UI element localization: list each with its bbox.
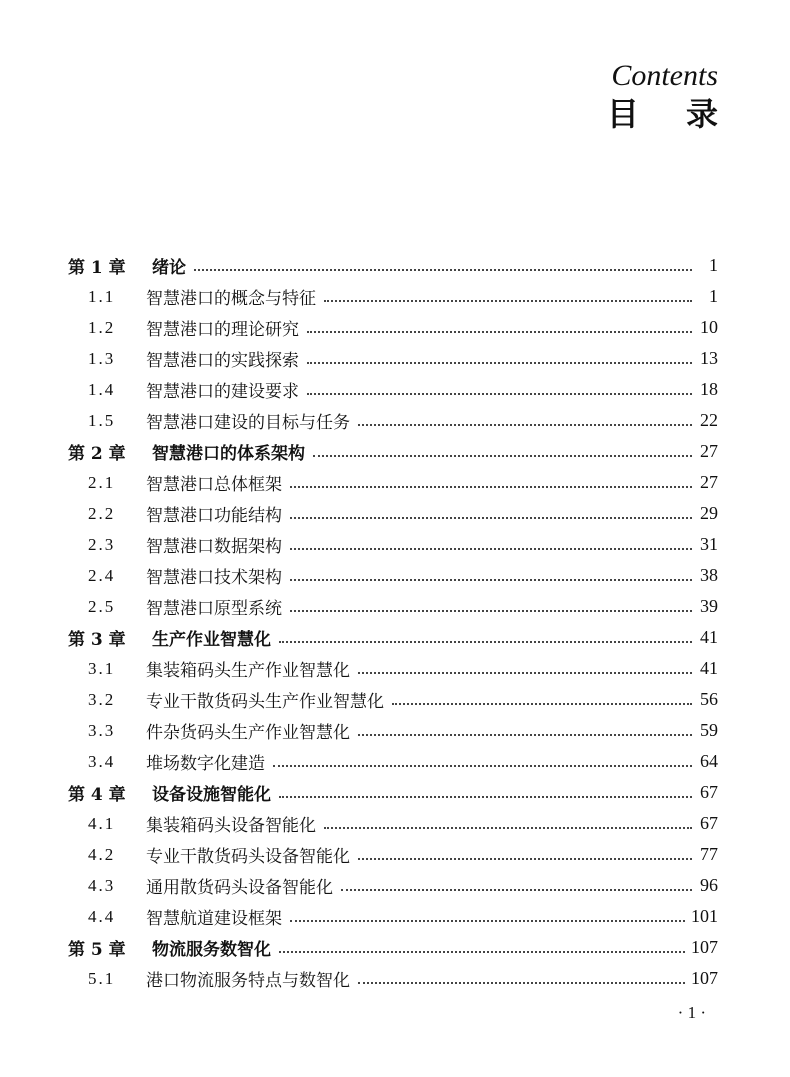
page-ref: 22 [700,410,718,430]
page-ref: 13 [700,348,718,368]
section-number: 4.4 [88,906,116,926]
page-ref: 67 [700,782,718,802]
page-ref: 39 [700,596,718,616]
section-number: 1.2 [88,317,116,337]
page-ref: 1 [709,255,718,275]
dot-leader [279,796,692,798]
section-number: 3.1 [88,658,116,678]
page-ref: 41 [700,627,718,647]
chapter-number: 第 2 章 [68,444,126,464]
dot-leader [324,300,692,302]
toc-section-row[interactable] [68,746,718,777]
dot-leader [358,734,692,736]
page-ref: 101 [691,906,718,926]
section-title: 智慧港口总体框架 [146,475,282,495]
toc-section-row[interactable] [68,963,718,994]
toc-section-row[interactable] [68,374,718,405]
dot-leader [194,269,692,271]
page-ref: 96 [700,875,718,895]
section-number: 3.4 [88,751,116,771]
section-title: 集装箱码头生产作业智慧化 [146,661,350,681]
page-ref: 67 [700,813,718,833]
dot-leader [313,455,692,457]
toc-section-row[interactable] [68,405,718,436]
toc-section-row[interactable] [68,591,718,622]
contents-title-zh: 目 录 [606,95,736,133]
toc-chapter-row[interactable] [68,250,718,281]
page-ref: 59 [700,720,718,740]
toc-section-row[interactable] [68,343,718,374]
toc-chapter-row[interactable] [68,777,718,808]
toc-section-row[interactable] [68,281,718,312]
page-ref: 27 [700,472,718,492]
page-ref: 107 [691,968,718,988]
section-title: 集装箱码头设备智能化 [146,816,316,836]
dot-leader [290,517,692,519]
dot-leader [358,672,692,674]
page-ref: 10 [700,317,718,337]
chapter-number: 第 1 章 [68,258,126,278]
toc-section-row[interactable] [68,529,718,560]
dot-leader [279,951,685,953]
section-title: 件杂货码头生产作业智慧化 [146,723,350,743]
page-ref: 1 [709,286,718,306]
section-number: 2.5 [88,596,116,616]
section-title: 智慧港口技术架构 [146,568,282,588]
section-title: 通用散货码头设备智能化 [146,878,333,898]
page-ref: 27 [700,441,718,461]
toc-chapter-row[interactable] [68,622,718,653]
dot-leader [273,765,692,767]
toc-section-row[interactable] [68,870,718,901]
page-ref: 18 [700,379,718,399]
toc-section-row[interactable] [68,312,718,343]
section-title: 堆场数字化建造 [146,754,265,774]
toc-chapter-row[interactable] [68,436,718,467]
toc-section-row[interactable] [68,560,718,591]
section-number: 1.5 [88,410,116,430]
dot-leader [307,393,692,395]
contents-title-en: Contents [611,59,718,92]
chapter-title: 智慧港口的体系架构 [152,444,305,464]
section-title: 港口物流服务特点与数智化 [146,971,350,991]
section-number: 4.2 [88,844,116,864]
chapter-number: 第 5 章 [68,940,126,960]
section-title: 智慧港口功能结构 [146,506,282,526]
dot-leader [358,982,685,984]
section-number: 2.4 [88,565,116,585]
dot-leader [279,641,692,643]
page-ref: 77 [700,844,718,864]
section-title: 智慧港口的建设要求 [146,382,299,402]
chapter-number: 第 4 章 [68,785,126,805]
section-number: 5.1 [88,968,116,988]
chapter-number: 第 3 章 [68,630,126,650]
page-ref: 29 [700,503,718,523]
page-ref: 41 [700,658,718,678]
toc-section-row[interactable] [68,467,718,498]
section-title: 智慧港口的概念与特征 [146,289,316,309]
toc-section-row[interactable] [68,808,718,839]
section-title: 专业干散货码头生产作业智慧化 [146,692,384,712]
section-number: 1.4 [88,379,116,399]
toc-section-row[interactable] [68,498,718,529]
toc-section-row[interactable] [68,715,718,746]
page-ref: 107 [691,937,718,957]
table-of-contents [68,250,718,994]
dot-leader [290,610,692,612]
page-ref: 38 [700,565,718,585]
page-ref: 31 [700,534,718,554]
dot-leader [290,920,685,922]
dot-leader [290,548,692,550]
toc-section-row[interactable] [68,684,718,715]
dot-leader [307,362,692,364]
section-title: 专业干散货码头设备智能化 [146,847,350,867]
section-number: 3.2 [88,689,116,709]
section-title: 智慧港口建设的目标与任务 [146,413,350,433]
page-ref: 64 [700,751,718,771]
section-number: 1.1 [88,286,116,306]
toc-section-row[interactable] [68,653,718,684]
dot-leader [290,486,692,488]
section-number: 2.2 [88,503,116,523]
section-number: 3.3 [88,720,116,740]
page-ref: 56 [700,689,718,709]
toc-chapter-row[interactable] [68,932,718,963]
dot-leader [307,331,692,333]
dot-leader [341,889,692,891]
section-title: 智慧港口的理论研究 [146,320,299,340]
section-number: 2.3 [88,534,116,554]
dot-leader [290,579,692,581]
page-header [606,58,736,134]
section-number: 4.1 [88,813,116,833]
section-number: 4.3 [88,875,116,895]
chapter-title: 绪论 [152,258,186,278]
chapter-title: 设备设施智能化 [152,785,271,805]
section-title: 智慧港口原型系统 [146,599,282,619]
dot-leader [392,703,692,705]
section-title: 智慧航道建设框架 [146,909,282,929]
toc-section-row[interactable] [68,901,718,932]
dot-leader [358,858,692,860]
section-number: 2.1 [88,472,116,492]
chapter-title: 物流服务数智化 [152,940,271,960]
section-number: 1.3 [88,348,116,368]
page-number: · 1 · [677,1003,706,1022]
section-title: 智慧港口数据架构 [146,537,282,557]
dot-leader [324,827,692,829]
toc-section-row[interactable] [68,839,718,870]
section-title: 智慧港口的实践探索 [146,351,299,371]
dot-leader [358,424,692,426]
chapter-title: 生产作业智慧化 [152,630,271,650]
